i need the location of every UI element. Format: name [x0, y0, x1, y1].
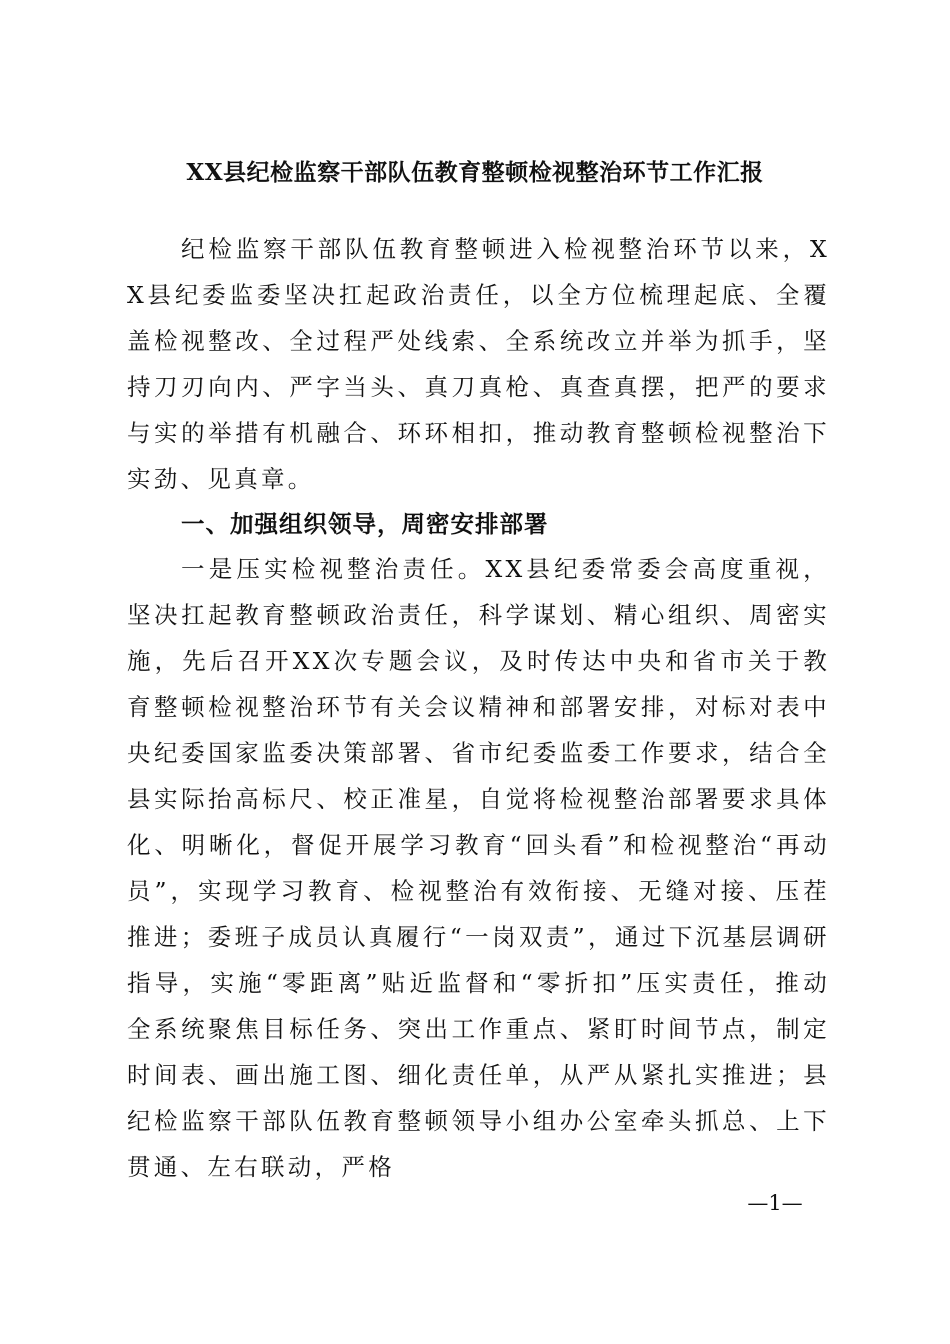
- page-number: —1—: [747, 1191, 803, 1215]
- section-heading: 一、加强组织领导，周密安排部署: [181, 510, 549, 538]
- intro-paragraph: 纪检监察干部队伍教育整顿进入检视整治环节以来，XX县纪委监委坚决扛起政治责任，以全方位梳理起底、全覆盖检视整改、全过程严处线索、全系统改立并举为抓手，坚持刀刃向内、严字当头、真刀真枪、真查真摆，把严的要求与实的举措有机融合、环环相扣，推动教育整顿检视整治下实劲、见真章。: [127, 235, 830, 493]
- document-title: XX县纪检监察干部队伍教育整顿检视整治环节工作汇报: [186, 159, 764, 186]
- body-paragraph: 一是压实检视整治责任。XX县纪委常委会高度重视，坚决扛起教育整顿政治责任，科学谋划、精心组织、周密实施，先后召开XX次专题会议，及时传达中央和省市关于教育整顿检视整治环节有关会议精神和部署安排，对标对表中央纪委国家监委决策部署、省市纪委监委工作要求，结合全县实际抬高标尺、校正准星，自觉将检视整治部署要求具体化、明晰化，督促开展学习教育“回头看”和检视整治“再动员”，实现学习教育、检视整治有效衔接、无缝对接、压茬推进；委班子成员认真履行“一岗双责”，通过下沉基层调研指导，实施“零距离”贴近监督和“零折扣”压实责任，推动全系统聚焦目标任务、突出工作重点、紧盯时间节点，制定时间表、画出施工图、细化责任单，从严从紧扎实推进；县纪检监察干部队伍教育整顿领导小组办公室牵头抓总、上下贯通、左右联动，严格: [127, 555, 830, 1181]
